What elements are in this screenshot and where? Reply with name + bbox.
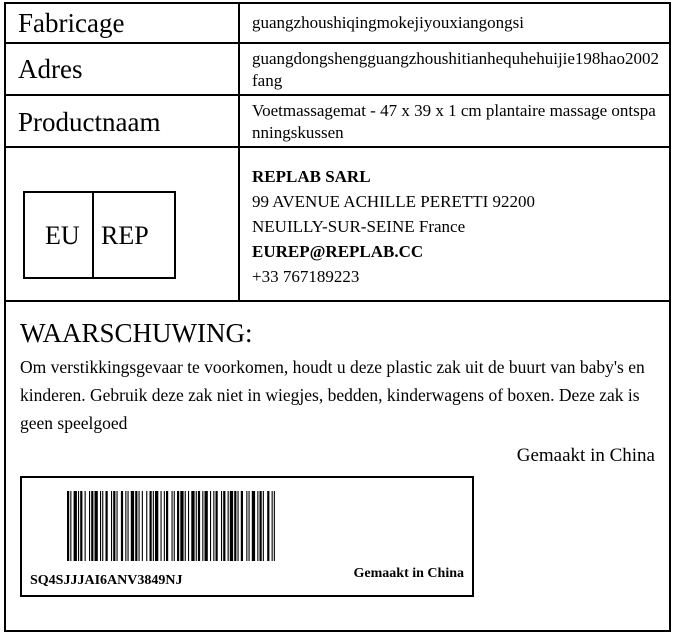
barcode-origin: Gemaakt in China <box>353 566 464 581</box>
barcode-bar <box>185 491 186 561</box>
barcode-bar <box>257 491 258 561</box>
barcode-bar <box>241 491 243 561</box>
barcode-bar <box>205 491 208 561</box>
barcode-bar <box>246 491 247 561</box>
barcode-bar <box>274 491 275 561</box>
eu-rep-address-line2: NEUILLY-SUR-SEINE France <box>252 217 466 236</box>
barcode-bar <box>142 491 143 561</box>
barcode-bar <box>85 491 86 561</box>
barcode-bar <box>100 491 101 561</box>
barcode-bar <box>91 491 93 561</box>
product-name-key-cell <box>6 96 240 146</box>
barcode-bar <box>213 491 214 561</box>
barcode-bar <box>102 491 103 561</box>
barcode-bar <box>172 491 173 561</box>
manufacturer-key-cell <box>6 4 240 42</box>
eu-rep-divider <box>92 193 94 277</box>
barcode-bar <box>260 491 262 561</box>
eu-rep-address-line1: 99 AVENUE ACHILLE PERETTI 92200 <box>252 192 536 211</box>
barcode-sku: SQ4SJJJAI6ANV3849NJ <box>30 573 183 588</box>
eu-rep-rep-text: REP <box>101 221 149 250</box>
barcode-bar <box>198 491 200 561</box>
barcode-bar <box>196 491 197 561</box>
barcode-bar <box>74 491 77 561</box>
eu-rep-eu-text: EU <box>45 221 80 250</box>
barcode-bar <box>234 491 236 561</box>
address-row <box>6 44 669 96</box>
barcode-bar <box>191 491 194 561</box>
barcode-bar <box>177 491 179 561</box>
manufacturer-label: Fabricage <box>18 8 125 38</box>
barcode-bar <box>111 491 112 561</box>
barcode-bar <box>164 491 165 561</box>
barcode-bar <box>188 491 189 561</box>
barcode-bar <box>128 491 129 561</box>
eu-rep-row <box>6 148 669 302</box>
warning-text: Om verstikkingsgevaar te voorkomen, houdt u deze plastic zak uit de buurt van baby's en kinderen. Gebruik deze zak niet in wiegjes, bedden, kinderwagens of boxen. Deze zak is geen speelgoed <box>20 357 645 433</box>
product-label <box>4 2 671 632</box>
barcode-bar <box>121 491 123 561</box>
manufacturer-row <box>6 4 669 44</box>
address-label: Adres <box>18 54 83 84</box>
barcode-bar <box>272 491 273 561</box>
barcode-bar <box>267 491 269 561</box>
barcode-bar <box>80 491 82 561</box>
product-name-row <box>6 96 669 148</box>
barcode-bar <box>106 491 108 561</box>
barcode-bar <box>180 491 183 561</box>
product-name-value: Voetmassagemat - 47 x 39 x 1 cm plantaire massage ontspanningskussen <box>252 101 656 142</box>
barcode-bar <box>89 491 90 561</box>
barcode-bar <box>221 491 222 561</box>
barcode-bar <box>174 491 175 561</box>
barcode-bar <box>135 491 137 561</box>
eu-rep-symbol-cell <box>6 148 240 300</box>
barcode-bar <box>228 491 229 561</box>
barcode-bar <box>161 491 162 561</box>
barcode-bar <box>166 491 168 561</box>
barcode-bar <box>125 491 126 561</box>
barcode-label <box>20 476 474 597</box>
eu-rep-symbol <box>23 191 176 279</box>
barcode-bar <box>131 491 134 561</box>
eu-rep-phone: +33 767189223 <box>252 267 360 286</box>
warning-title: WAARSCHUWING: <box>20 318 253 348</box>
manufacturer-value: guangzhoushiqingmokejiyouxiangongsi <box>252 13 524 32</box>
barcode-bar <box>252 491 255 561</box>
address-value: guangdongshengguangzhoushitianhequhehuijie198hao2002fang <box>252 49 659 90</box>
barcode-bar <box>113 491 115 561</box>
eu-rep-contact-info <box>252 164 535 289</box>
barcode-bar <box>67 491 69 561</box>
address-key-cell <box>6 44 240 94</box>
barcode-bar <box>146 491 147 561</box>
eu-rep-company: REPLAB SARL <box>252 167 371 186</box>
barcode-bar <box>78 491 79 561</box>
eu-rep-email: EUREP@REPLAB.CC <box>252 242 424 261</box>
product-name-label: Productnaam <box>18 107 161 137</box>
barcode-bar <box>216 491 218 561</box>
origin-text: Gemaakt in China <box>516 445 655 466</box>
barcode-bar <box>223 491 225 561</box>
barcode-image <box>67 491 427 561</box>
barcode-bar <box>153 491 154 561</box>
barcode-bar <box>263 491 264 561</box>
barcode-bar <box>95 491 98 561</box>
barcode-bar <box>202 491 203 561</box>
barcode-bar <box>249 491 250 561</box>
barcode-bar <box>117 491 118 561</box>
barcode-bar <box>230 491 233 561</box>
barcode-bar <box>238 491 239 561</box>
barcode-bar <box>155 491 158 561</box>
barcode-bar <box>210 491 211 561</box>
barcode-bar <box>70 491 71 561</box>
barcode-bar <box>139 491 140 561</box>
barcode-bar <box>150 491 152 561</box>
